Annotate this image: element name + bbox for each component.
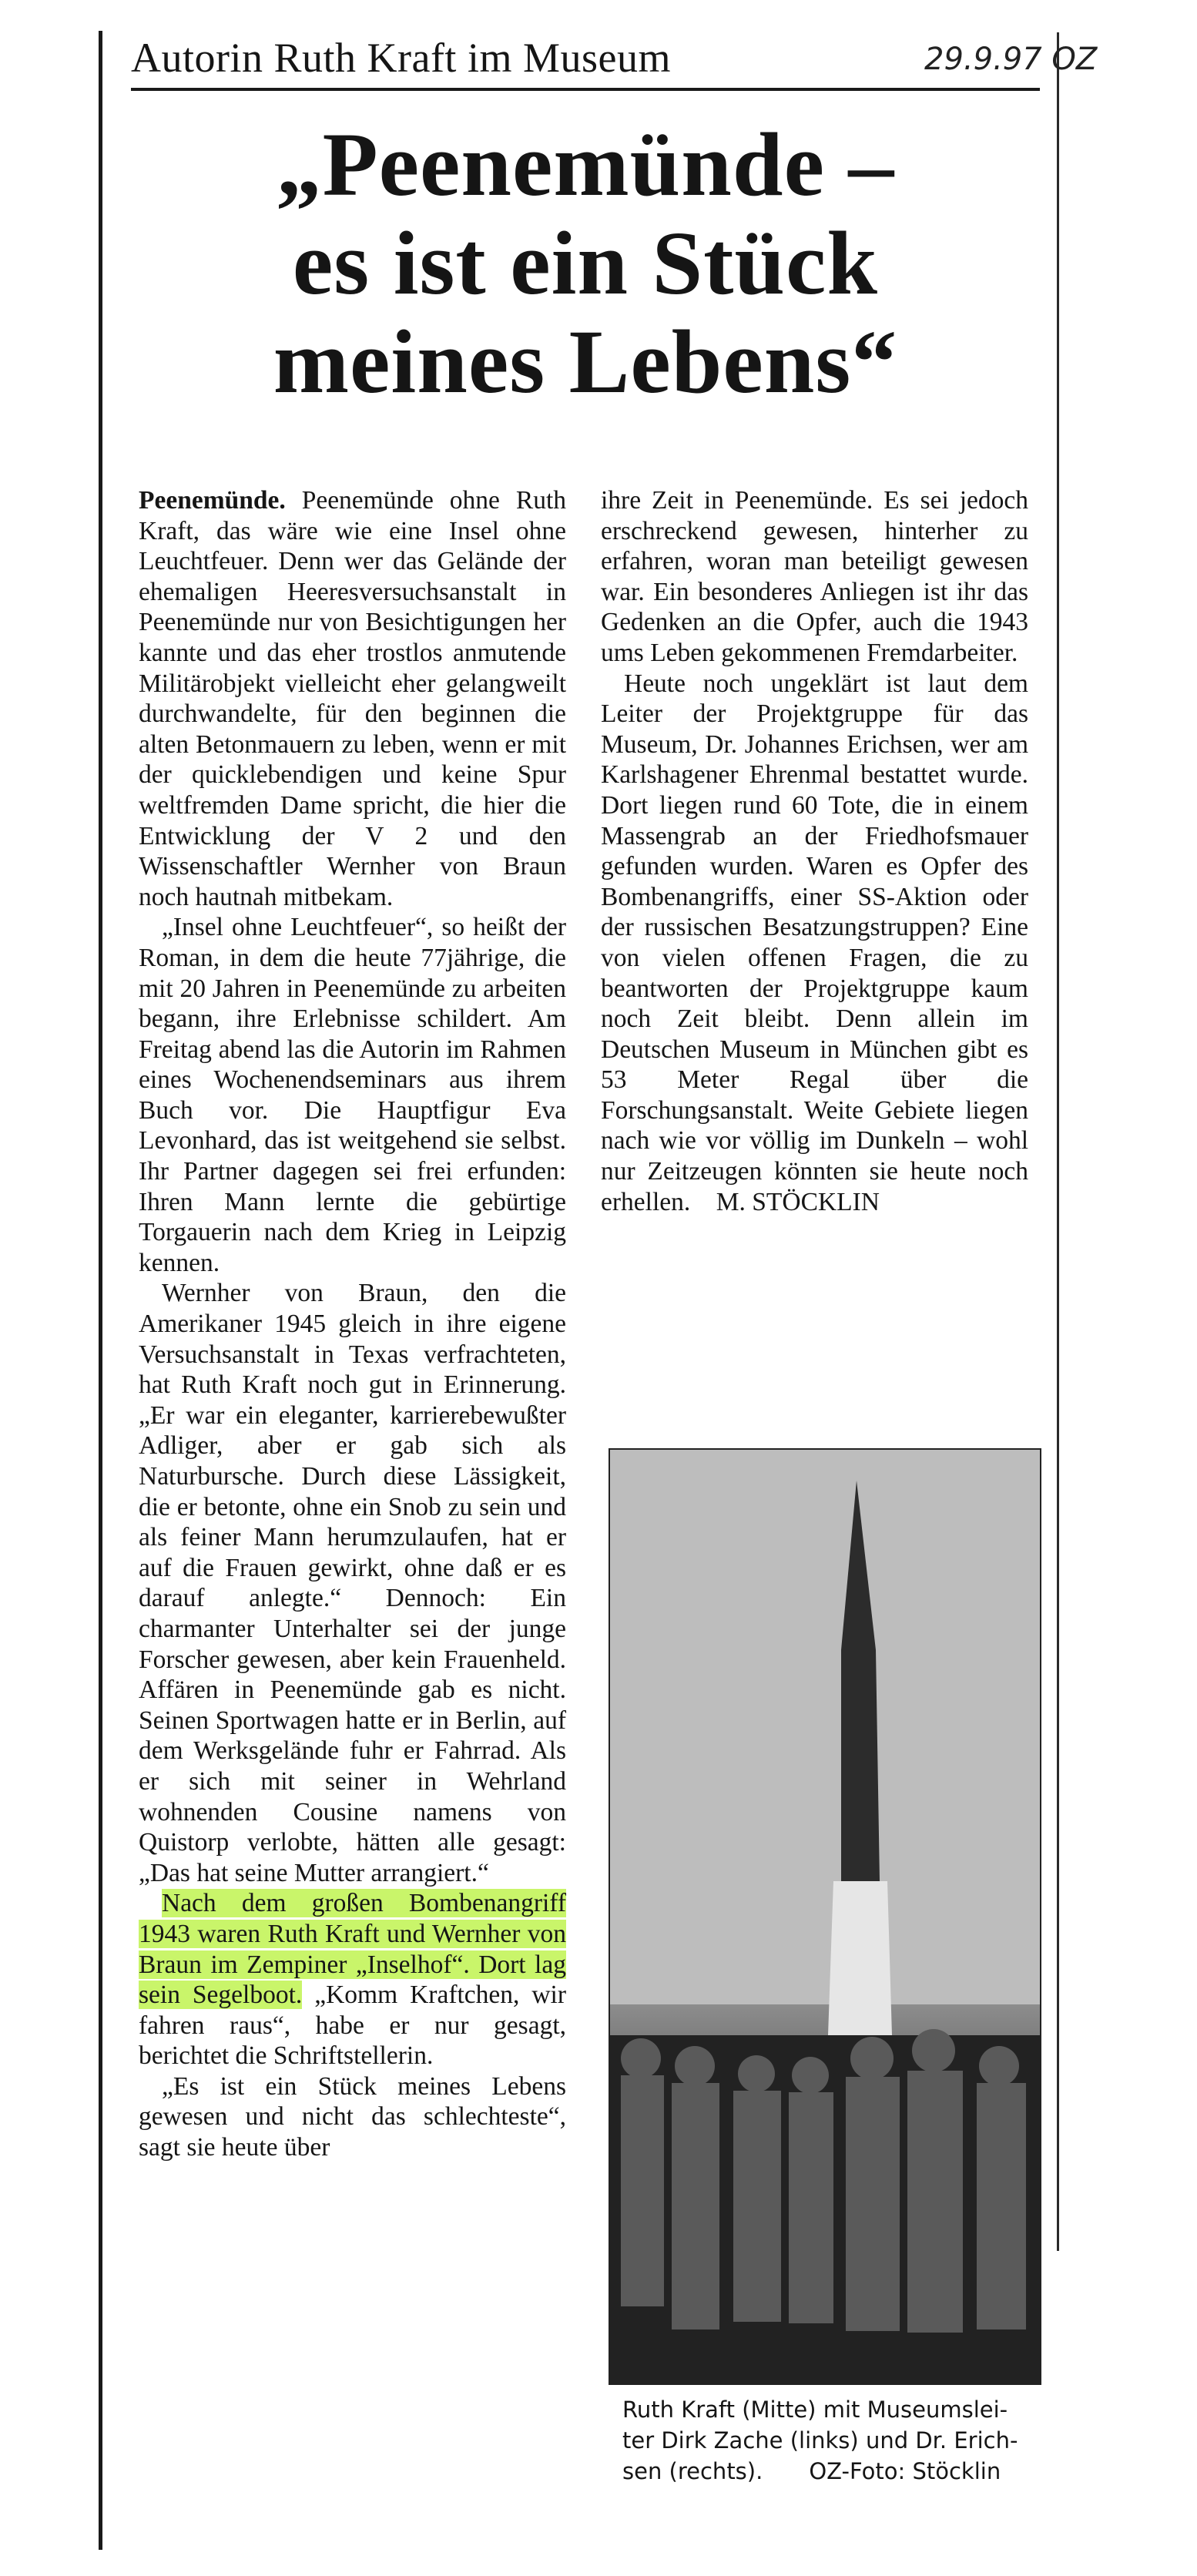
caption-line-2: ter Dirk Zache (links) und Dr. Erich-	[622, 2427, 1018, 2454]
paragraph-3: Wernher von Braun, den die Amerikaner 1945 gleich in ihre eigene Versuchsanstalt in Texas verfrachteten, hat Ruth Kraft noch gut in Erinnerung. „Er war ein eleganter, karrierebewußter Adliger, aber er gab sich als Naturbursche. Durch diese Lässigkeit, die er betonte, ohne ein Snob zu sein und als feiner Mann herumzulaufen, hat er auf die Frauen gewirkt, ohne daß er es darauf anlegte.“ Dennoch: Ein charmanter Unterhalter sei der junge Forscher gewesen, aber kein Frauenheld. Affären in Peenemünde gab es nicht. Seinen Sportwagen hatte er in Berlin, auf dem Werksgelände fuhr er Fahrrad. Als er sich mit seiner in Wehrland wohnenden Cousine namens von Quistorp verlobte, hätten alle gesagt: „Das hat seine Mutter arrangiert.“	[139, 1279, 566, 1887]
headline-line-2: es ist ein Stück	[292, 213, 879, 314]
headline	[131, 116, 1040, 411]
paragraph-7-text: Heute noch ungeklärt ist laut dem Leiter der Projektgruppe für das Museum, Dr. Johannes Erichsen, wer am Karlshagener Ehrenmal bestattet wurde. Dort liegen rund 60 Tote, die in einem Massengrab an der Friedhofsmauer gefunden wurden. Waren es Opfer des Bombenangriffs, einer SS-Aktion oder der russischen Besatzungstruppen? Eine von vielen offenen Fragen, die zu beantworten der Projektgruppe kaum noch Zeit bleibt. Denn allein im Deutschen Museum in München gibt es 53 Meter Regal über die Forschungsanstalt. Weite Gebiete liegen nach wie vor völlig im Dunkeln – wohl nur Zeitzeugen könnten sie heute noch erhellen.	[601, 669, 1028, 1216]
paragraph-5: „Es ist ein Stück meines Lebens gewesen und nicht das schlechteste“, sagt sie heute über	[139, 2071, 566, 2162]
kicker: Autorin Ruth Kraft im Museum	[131, 35, 671, 81]
dateline: Peenemünde.	[139, 486, 286, 515]
byline: M. STÖCKLIN	[716, 1187, 880, 1216]
photo-caption	[622, 2394, 1038, 2487]
left-column-rule	[99, 31, 102, 2550]
paragraph-6: ihre Zeit in Peenemünde. Es sei jedoch erschreckend gewesen, hinterher zu erfahren, woran man beteiligt gewesen war. Ein besonderes Anliegen ist ihr das Gedenken an die Opfer, auch die 1943 ums Leben gekommenen Fremdarbeiter.	[601, 486, 1028, 667]
article-column-right	[601, 485, 1028, 1217]
article-column-left	[139, 485, 566, 2163]
caption-line-1: Ruth Kraft (Mitte) mit Museumslei-	[622, 2397, 1008, 2423]
paragraph-2: „Insel ohne Leuchtfeuer“, so heißt der Roman, in dem die heute 77jährige, die mit 20 Jahren in Peenemünde zu arbeiten begann, ihre Erlebnisse schildert. Am Freitag abend las die Autorin im Rahmen eines Wochenendseminars aus ihrem Buch vor. Die Hauptfigur Eva Levonhard, das ist weitgehend sie selbst. Ihr Partner dagegen sei frei erfunden: Ihren Mann lernte die gebürtige Torgauerin nach dem Krieg in Leipzig kennen.	[139, 913, 566, 1277]
highlighted-text: Nach dem großen Bombenangriff 1943 waren Ruth Kraft und Wernher von Braun im Zempiner „Inselhof“. Dort lag sein Segelboot.	[139, 1889, 566, 2010]
kicker-row	[131, 31, 1098, 92]
rocket-photo	[609, 1448, 1041, 2385]
caption-line-3-text: sen (rechts).	[622, 2458, 763, 2484]
sky	[610, 1450, 1040, 2004]
rocket-photo-drawing	[610, 1450, 1040, 2383]
right-column-rule	[1057, 32, 1059, 2251]
caption-line-3	[622, 2456, 1038, 2487]
kicker-underline	[131, 88, 1040, 91]
paragraph-1	[139, 485, 566, 912]
paragraph-1-text: Peenemünde ohne Ruth Kraft, das wäre wie eine Insel ohne Leuchtfeuer. Denn wer das Gelände der ehemaligen Heeresversuchsanstalt in Peenemünde nur von Besichtigungen her kannte und das eher trostlos anmutende Militärobjekt vielleicht eher gelangweilt durchwandelte, für den beginnen die alten Betonmauern zu leben, wenn er mit der quicklebendigen und keine Spur weltfremden Dame spricht, die hier die Entwicklung der V 2 und den Wissenschaftler Wernher von Braun noch hautnah mitbekam.	[139, 486, 566, 911]
headline-line-1: „Peenemünde –	[276, 114, 895, 215]
headline-line-3: meines Lebens“	[273, 311, 898, 412]
paragraph-4	[139, 1888, 566, 2071]
handwritten-date: 29.9.97 OZ	[924, 42, 1098, 77]
paragraph-4-rest: „Komm Kraftchen, wir fahren raus“, habe er nur gesagt, berichtet die Schriftstellerin.	[139, 1981, 566, 2071]
photo-credit: OZ-Foto: Stöcklin	[809, 2458, 1001, 2484]
paragraph-7	[601, 669, 1028, 1218]
